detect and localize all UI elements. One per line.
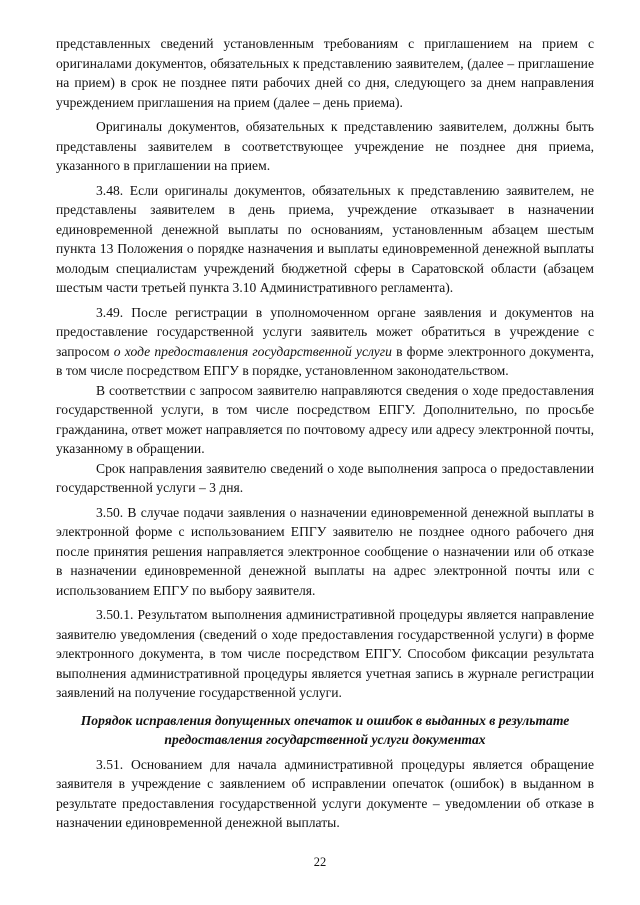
paragraph-request-response: В соответствии с запросом заявителю направляются сведения о ходе предоставления государственной услуги, в том числе посредством ЕПГУ. Дополнительно, по просьбе гражданина, ответ может направляется по почтовому адресу или адресу электронной почты, указанному в обращении. xyxy=(56,382,594,456)
paragraph-3-49-emphasis: о ходе предоставления государственной услуги xyxy=(113,343,392,359)
section-heading: Порядок исправления допущенных опечаток и ошибок в выданных в результате предоставления государственной услуги документах xyxy=(80,712,570,747)
page-number: 22 xyxy=(313,855,327,869)
paragraph-3-49-text-b: в форме электронного документа, в том числе посредством ЕПГУ в порядке, установленном законодательством. xyxy=(56,343,594,378)
paragraph-3-48: 3.48. Если оригиналы документов, обязательных к представлению заявителем, не представлены заявителем в день приема, учреждение отказывает в назначении единовременной денежной выплаты по основаниям, установленным абзацем шестым пункта 13 Положения о порядке назначения и выплаты единовременной денежной выплаты молодым специалистам учреждений бюджетной сферы в Саратовской области (абзацем шестым части третьей пункта 3.10 Административного регламента). xyxy=(56,182,594,295)
paragraph-originals: Оригиналы документов, обязательных к представлению заявителем, должны быть представлены заявителем в соответствующее учреждение не позднее дня приема, указанного в приглашении на прием. xyxy=(56,119,594,173)
paragraph-3-50-1: 3.50.1. Результатом выполнения административной процедуры является направление заявителю уведомления (сведений о ходе предоставления государственной услуги) в форме электронного документа, в том числе посредством ЕПГУ. Способом фиксации результата выполнения административной процедуры является учетная запись в журнале регистрации заявлений на получение государственной услуги. xyxy=(56,607,594,700)
paragraph-3-51: 3.51. Основанием для начала административной процедуры является обращение заявителя в учреждение с заявлением об исправлении опечаток (ошибок) в выданном в результате предоставления государственной услуги документе – уведомлении об отказе в назначении единовременной денежной выплаты. xyxy=(56,756,594,830)
paragraph-deadline: Срок направления заявителю сведений о ходе выполнения запроса о предоставлении государственной услуги – 3 дня. xyxy=(56,460,594,495)
paragraph-continued: представленных сведений установленным требованиям с приглашением на прием с оригиналами документов, обязательных к представлению заявителем, (далее – приглашение на прием) в срок не позднее пяти рабочих дней со дня, следующего за днем направления учреждением приглашения на прием (далее – день приема). xyxy=(56,36,594,110)
document-page xyxy=(56,34,594,838)
paragraph-3-50: 3.50. В случае подачи заявления о назначении единовременной денежной выплаты в электронной форме с использованием ЕПГУ заявителю не позднее одного рабочего дня после принятия решения направляется электронное сообщение о назначении или об отказе в назначении единовременной денежной выплаты на адрес электронной почты или с использованием ЕПГУ по выбору заявителя. xyxy=(56,504,594,598)
paragraph-3-49 xyxy=(56,303,594,381)
paragraph-3-49-text-a: 3.49. После регистрации в уполномоченном органе заявления и документов на предоставление государственной услуги заявитель может обратиться в учреждение с запросом xyxy=(56,304,594,359)
